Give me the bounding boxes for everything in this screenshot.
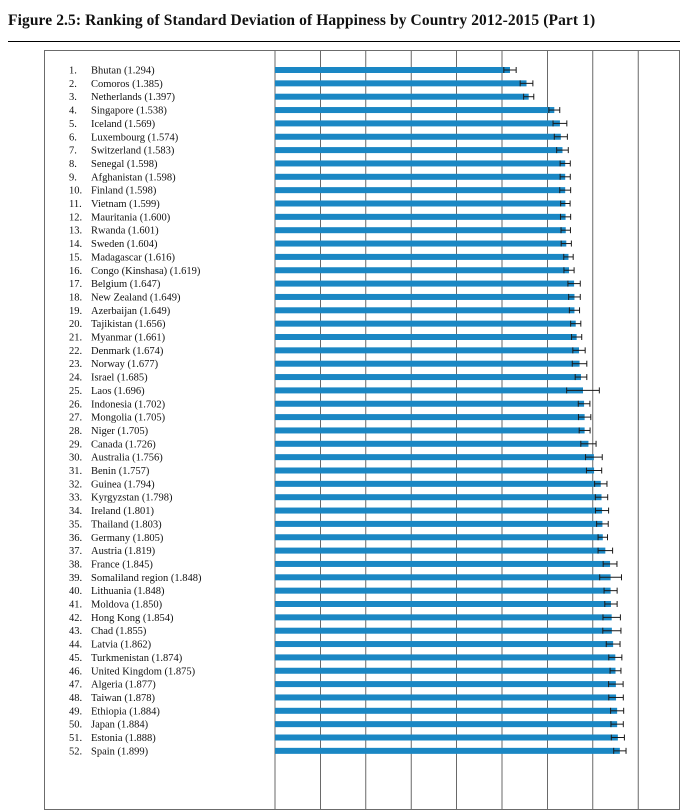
country-label: New Zealand (1.649) [91,292,181,304]
country-label: Myanmar (1.661) [91,332,166,344]
rank-label: 45. [69,652,83,664]
bar [275,134,561,140]
rank-label: 24. [69,372,83,384]
country-label: Comoros (1.385) [91,78,163,90]
rank-label: 43. [69,626,83,638]
bar [275,628,612,634]
rank-label: 50. [69,719,83,731]
bar [275,94,529,100]
rank-label: 33. [69,492,83,504]
bar [275,441,588,447]
country-label: Senegal (1.598) [91,158,158,170]
country-label: Turkmenistan (1.874) [91,652,183,664]
bar [275,494,602,500]
bar [275,548,605,554]
country-label: Benin (1.757) [91,466,150,477]
rank-label: 40. [69,586,83,598]
rank-label: 21. [69,332,83,344]
bar [275,508,602,514]
bar [275,120,560,126]
rank-label: 30. [69,452,83,464]
bar [275,80,527,86]
country-label: Indonesia (1.702) [91,399,166,411]
country-label: Mongolia (1.705) [91,412,166,424]
figure-title: Figure 2.5: Ranking of Standard Deviation of Happiness by Country 2012-2015 (Part 1) [8,12,596,29]
bar [275,334,577,340]
bar [275,267,569,273]
chart-svg [45,51,679,809]
bar [275,307,574,313]
country-label: Somaliland region (1.848) [91,572,202,584]
rank-label: 51. [69,733,83,744]
country-label: Denmark (1.674) [91,345,164,357]
bar [275,401,584,407]
bar [275,521,602,527]
bar [275,721,617,727]
rank-label: 28. [69,425,83,437]
rank-label: 14. [69,239,83,251]
bar [275,681,616,687]
rank-label: 27. [69,412,83,424]
bar [275,321,576,327]
rank-label: 16. [69,265,83,277]
bar [275,708,617,714]
country-label: Ethiopia (1.884) [91,706,160,718]
country-label: Sweden (1.604) [91,239,158,251]
rank-label: 18. [69,292,83,304]
rank-label: 36. [69,532,83,544]
country-label: Iceland (1.569) [91,118,156,130]
country-label: Israel (1.685) [91,372,148,384]
rank-label: 1. [69,65,77,77]
rank-label: 8. [69,158,77,170]
bar [275,694,616,700]
rank-label: 9. [69,172,77,184]
bar [275,748,620,754]
bar [275,347,579,353]
rank-label: 52. [69,746,83,758]
country-label: Moldova (1.850) [91,599,163,611]
bar [275,735,618,741]
country-label: Congo (Kinshasa) (1.619) [91,265,201,277]
country-label: Belgium (1.647) [91,279,161,291]
country-label: Austria (1.819) [91,546,156,558]
country-label: Switzerland (1.583) [91,145,175,157]
country-label: Singapore (1.538) [91,105,167,117]
bar [275,241,566,247]
rank-label: 39. [69,572,83,584]
country-label: Norway (1.677) [91,359,159,371]
country-label: Tajikistan (1.656) [91,319,166,331]
title-divider [8,41,680,42]
chart-frame [44,50,680,810]
bar [275,361,580,367]
bar [275,107,554,113]
country-label: United Kingdom (1.875) [91,666,196,678]
country-label: Spain (1.899) [91,746,149,758]
country-label: Chad (1.855) [91,626,147,638]
rank-label: 46. [69,666,83,678]
bar [275,668,616,674]
rank-label: 20. [69,319,83,331]
rank-label: 19. [69,305,83,317]
country-label: Niger (1.705) [91,425,149,437]
rank-label: 32. [69,479,83,491]
bar [275,214,566,220]
rank-label: 37. [69,546,83,558]
country-label: Vietnam (1.599) [91,199,160,210]
bar [275,147,562,153]
country-label: Japan (1.884) [91,719,149,731]
country-label: Thailand (1.803) [91,519,162,531]
bar [275,281,574,287]
bar [275,374,581,380]
rank-label: 15. [69,252,83,264]
country-label: Kyrgyzstan (1.798) [91,492,173,504]
rank-label: 3. [69,92,77,104]
rank-label: 38. [69,559,83,571]
rank-label: 25. [69,385,83,397]
bar [275,294,574,300]
bar [275,414,585,420]
rank-label: 49. [69,706,83,718]
country-label: Germany (1.805) [91,532,164,544]
rank-label: 29. [69,439,83,451]
rank-label: 41. [69,599,83,611]
rank-label: 7. [69,145,77,157]
rank-label: 26. [69,399,83,411]
bar [275,254,568,260]
rank-label: 4. [69,105,77,117]
country-label: Algeria (1.877) [91,679,156,691]
rank-label: 11. [69,199,82,210]
country-label: Rwanda (1.601) [91,225,159,237]
bar [275,427,585,433]
bar [275,187,565,193]
rank-label: 17. [69,279,83,291]
rank-label: 2. [69,78,77,90]
country-label: Afghanistan (1.598) [91,172,176,184]
country-label: Estonia (1.888) [91,733,156,744]
rank-label: 12. [69,212,83,224]
country-label: Australia (1.756) [91,452,163,464]
country-label: Canada (1.726) [91,439,156,451]
bar [275,454,594,460]
bar [275,534,603,540]
rank-label: 23. [69,359,83,371]
country-label: Guinea (1.794) [91,479,155,491]
bar [275,67,510,73]
country-label: Madagascar (1.616) [91,252,175,264]
country-label: Laos (1.696) [91,385,145,397]
rank-label: 42. [69,612,83,624]
country-label: Netherlands (1.397) [91,92,175,104]
country-label: Taiwan (1.878) [91,692,155,704]
bar [275,201,565,207]
rank-label: 35. [69,519,83,531]
rank-label: 5. [69,118,77,130]
bars [275,67,626,754]
country-label: Azerbaijan (1.649) [91,305,171,317]
country-label: Luxembourg (1.574) [91,132,179,144]
bar [275,174,565,180]
rank-label: 47. [69,679,83,691]
rank-label: 44. [69,639,83,651]
country-label: Bhutan (1.294) [91,65,155,77]
bar [275,561,610,567]
country-label: Finland (1.598) [91,185,157,197]
bar [275,654,615,660]
country-labels [69,66,202,758]
bar [275,227,566,233]
rank-label: 31. [69,466,83,477]
country-label: Latvia (1.862) [91,639,152,651]
bar [275,387,583,393]
country-label: Lithuania (1.848) [91,586,165,598]
rank-label: 48. [69,692,83,704]
rank-label: 10. [69,185,83,197]
country-label: France (1.845) [91,559,153,571]
bar [275,588,611,594]
rank-label: 13. [69,225,83,237]
bar [275,601,611,607]
rank-label: 34. [69,506,83,518]
country-label: Mauritania (1.600) [91,212,171,224]
bar [275,468,594,474]
bar [275,641,613,647]
bar [275,481,601,487]
country-label: Ireland (1.801) [91,506,154,518]
bar [275,574,611,580]
rank-label: 6. [69,132,77,144]
country-label: Hong Kong (1.854) [91,612,174,624]
bar [275,160,565,166]
bar [275,614,612,620]
rank-label: 22. [69,345,83,357]
